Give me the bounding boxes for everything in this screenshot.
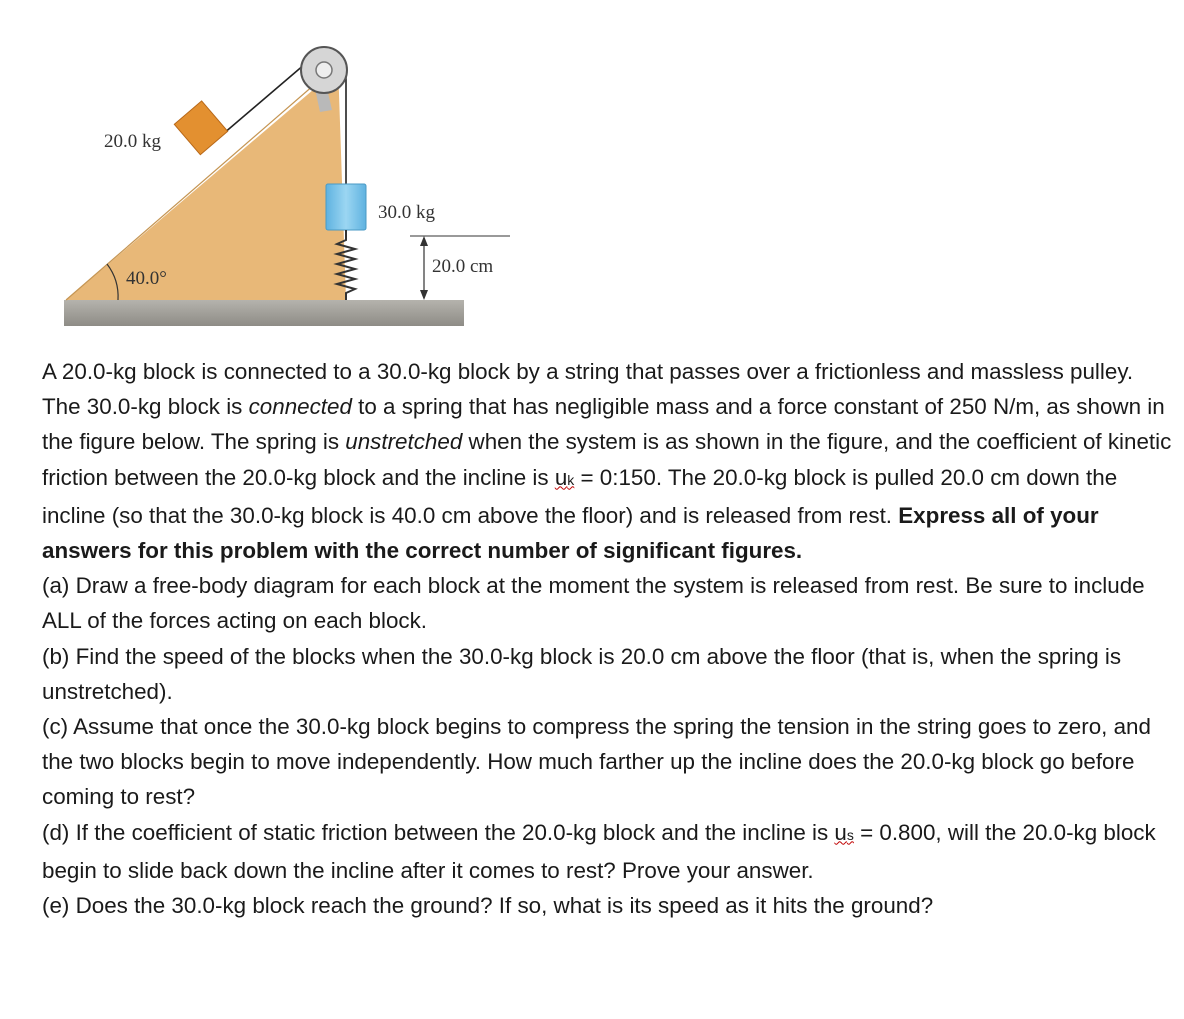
dimension-arrow-up [420, 236, 428, 246]
part-d: (d) If the coefficient of static friction between the 20.0-kg block and the incline is us = 0.800, will the 20.0-kg block begin to slide back down the incline after it comes to rest? Prove your answer. [42, 819, 1156, 883]
problem-text [42, 354, 1172, 923]
mu-s-symbol: us [834, 819, 854, 845]
pulley-hub [316, 62, 332, 78]
distance-label: 20.0 cm [432, 256, 494, 277]
emphasis-connected: connected [248, 394, 352, 420]
sig-fig-instruction: Express all of your answers for this problem with the correct number of significant figures. [42, 502, 1099, 564]
mass-left-label: 20.0 kg [104, 131, 161, 152]
block-30kg [326, 184, 366, 230]
angle-label: 40.0° [126, 268, 167, 289]
problem-statement: A 20.0-kg block is connected to a 30.0-kg block by a string that passes over a frictionless and massless pulley. The 30.0-kg block is connected to a spring that has negligible mass and a force constant of 250 N/m, as shown in the figure below. The spring is unstretched when the system is as shown in the figure, and the coefficient of kinetic friction between the 20.0-kg block and the incline is uk = 0:150. The 20.0-kg block is pulled 20.0 cm down the incline (so that the 30.0-kg block is 40.0 cm above the floor) and is released from rest. Express all of your answers for this problem with the correct number of significant figures. [42, 359, 1172, 564]
part-a: (a) Draw a free-body diagram for each block at the moment the system is released from rest. Be sure to include ALL of the forces acting on each block. [42, 573, 1145, 634]
dimension-arrow-down [420, 290, 428, 300]
emphasis-unstretched: unstretched [345, 429, 463, 455]
physics-figure [0, 0, 560, 345]
mass-right-label: 30.0 kg [378, 202, 435, 223]
floor [64, 300, 464, 326]
part-e: (e) Does the 30.0-kg block reach the ground? If so, what is its speed as it hits the ground? [42, 893, 934, 919]
block-20kg [174, 101, 227, 155]
part-c: (c) Assume that once the 30.0-kg block begins to compress the spring the tension in the string goes to zero, and the two blocks begin to move independently. How much farther up the incline does the 20.0-kg block go before coming to rest? [42, 714, 1151, 810]
mu-k-symbol: uk [554, 464, 575, 490]
part-b: (b) Find the speed of the blocks when the 30.0-kg block is 20.0 cm above the floor (that is, when the spring is unstretched). [42, 643, 1122, 704]
